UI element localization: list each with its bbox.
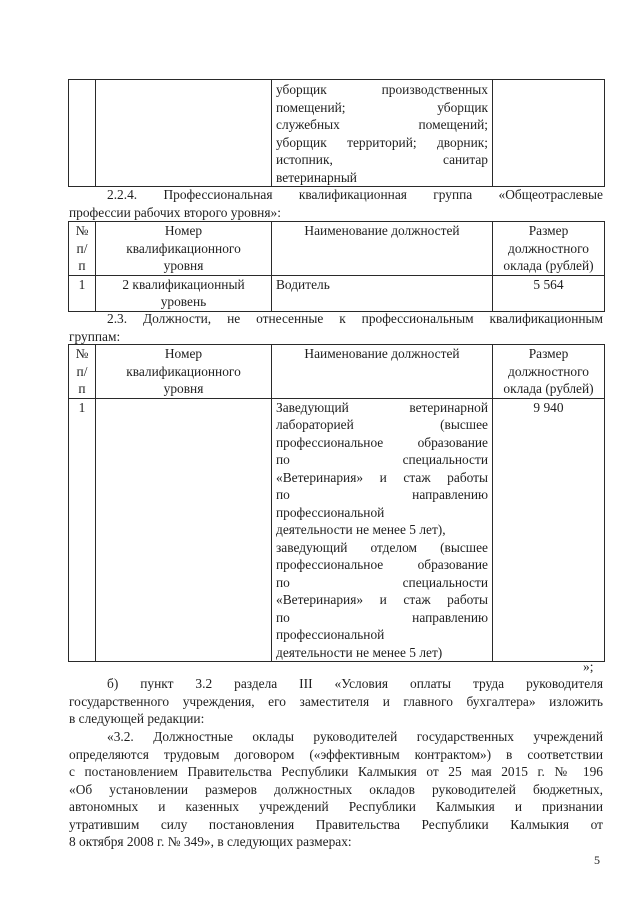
table-header-row bbox=[69, 345, 605, 399]
header-level: Номер квалификационного уровня bbox=[96, 345, 272, 399]
position-line: профессиональное образование bbox=[276, 434, 488, 450]
position-line: истопник, санитар bbox=[276, 152, 488, 167]
section-2-3-text bbox=[69, 310, 603, 345]
table-header-row bbox=[69, 222, 605, 276]
table-continuation bbox=[68, 79, 605, 187]
cell-level bbox=[96, 80, 272, 187]
position-line: заведующий отделом (высшее bbox=[276, 539, 488, 555]
position-line: ветеринарный bbox=[276, 169, 357, 185]
position-line: деятельности не менее 5 лет) bbox=[276, 644, 443, 660]
cell-positions bbox=[272, 80, 493, 187]
cell-salary bbox=[493, 80, 605, 187]
text-line: 2.3. Должности, не отнесенные к профессиональным квалификационным bbox=[107, 311, 603, 326]
table-row bbox=[69, 398, 605, 662]
position-line: профессиональной bbox=[276, 504, 385, 520]
closing-quote: »; bbox=[583, 659, 594, 674]
text-line: определяются трудовым договором («эффективным контрактом») в соответствии bbox=[69, 746, 603, 762]
text-line: автономных и казенных учреждений Республики Калмыкия и признании bbox=[69, 799, 603, 814]
section-2-2-4-text bbox=[69, 186, 603, 221]
row-salary: 5 564 bbox=[493, 275, 605, 311]
row-position: Водитель bbox=[272, 275, 493, 311]
position-line: по специальности bbox=[276, 452, 488, 467]
position-line: профессиональной bbox=[276, 627, 385, 642]
item-3-2-text bbox=[69, 728, 603, 851]
position-line: профессиональное образование bbox=[276, 557, 488, 572]
text-line: с постановлением Правительства Республики Калмыкия от 25 мая 2015 г. № 196 bbox=[69, 764, 603, 779]
page-number: 5 bbox=[594, 853, 600, 867]
text-line: государственного учреждения, его заместителя и главного бухгалтера» изложить bbox=[69, 693, 603, 709]
header-salary: Размер должностного оклада (рублей) bbox=[493, 222, 605, 276]
position-line: лабораторией (высшее bbox=[276, 417, 488, 432]
row-num: 1 bbox=[69, 275, 96, 311]
position-line: «Ветеринария» и стаж работы bbox=[276, 592, 488, 607]
text-line: «3.2. Должностные оклады руководителей государственных учреждений bbox=[107, 729, 603, 744]
header-level: Номер квалификационного уровня bbox=[96, 222, 272, 276]
position-line: по направлению bbox=[276, 609, 488, 625]
header-position: Наименование должностей bbox=[272, 345, 493, 399]
header-num: № п/п bbox=[69, 345, 96, 399]
cell-num bbox=[69, 80, 96, 187]
position-line: уборщик территорий; дворник; bbox=[276, 134, 488, 150]
position-line: помещений; уборщик bbox=[276, 99, 488, 115]
row-level bbox=[96, 398, 272, 662]
header-position: Наименование должностей bbox=[272, 222, 493, 276]
text-line: профессии рабочих второго уровня»: bbox=[69, 204, 281, 220]
table-2-3 bbox=[68, 344, 605, 662]
row-level: 2 квалификационный уровень bbox=[96, 275, 272, 311]
item-b-text bbox=[69, 675, 603, 728]
row-position bbox=[272, 398, 493, 662]
table-2-2-4 bbox=[68, 221, 605, 312]
position-line: «Ветеринария» и стаж работы bbox=[276, 469, 488, 485]
table-row bbox=[69, 275, 605, 311]
position-line: Заведующий ветеринарной bbox=[276, 399, 488, 415]
header-salary: Размер должностного оклада (рублей) bbox=[493, 345, 605, 399]
row-salary: 9 940 bbox=[493, 398, 605, 662]
text-line: утратившим силу постановления Правительства Республики Калмыкия от bbox=[69, 816, 603, 832]
text-line: б) пункт 3.2 раздела III «Условия оплаты труда руководителя bbox=[107, 676, 603, 691]
position-line: деятельности не менее 5 лет), bbox=[276, 522, 446, 537]
table-row bbox=[69, 80, 605, 187]
position-line: по специальности bbox=[276, 574, 488, 590]
position-line: служебных помещений; bbox=[276, 117, 488, 132]
header-num: № п/п bbox=[69, 222, 96, 276]
text-line: «Об установлении размеров должностных окладов руководителей бюджетных, bbox=[69, 781, 603, 797]
row-num: 1 bbox=[69, 398, 96, 662]
text-line: в следующей редакции: bbox=[69, 711, 205, 726]
text-line: 2.2.4. Профессиональная квалификационная группа «Общеотраслевые bbox=[107, 187, 603, 202]
position-line: уборщик производственных bbox=[276, 82, 488, 97]
text-line: 8 октября 2008 г. № 349», в следующих размерах: bbox=[69, 834, 352, 849]
text-line: группам: bbox=[69, 328, 121, 344]
position-line: по направлению bbox=[276, 487, 488, 502]
